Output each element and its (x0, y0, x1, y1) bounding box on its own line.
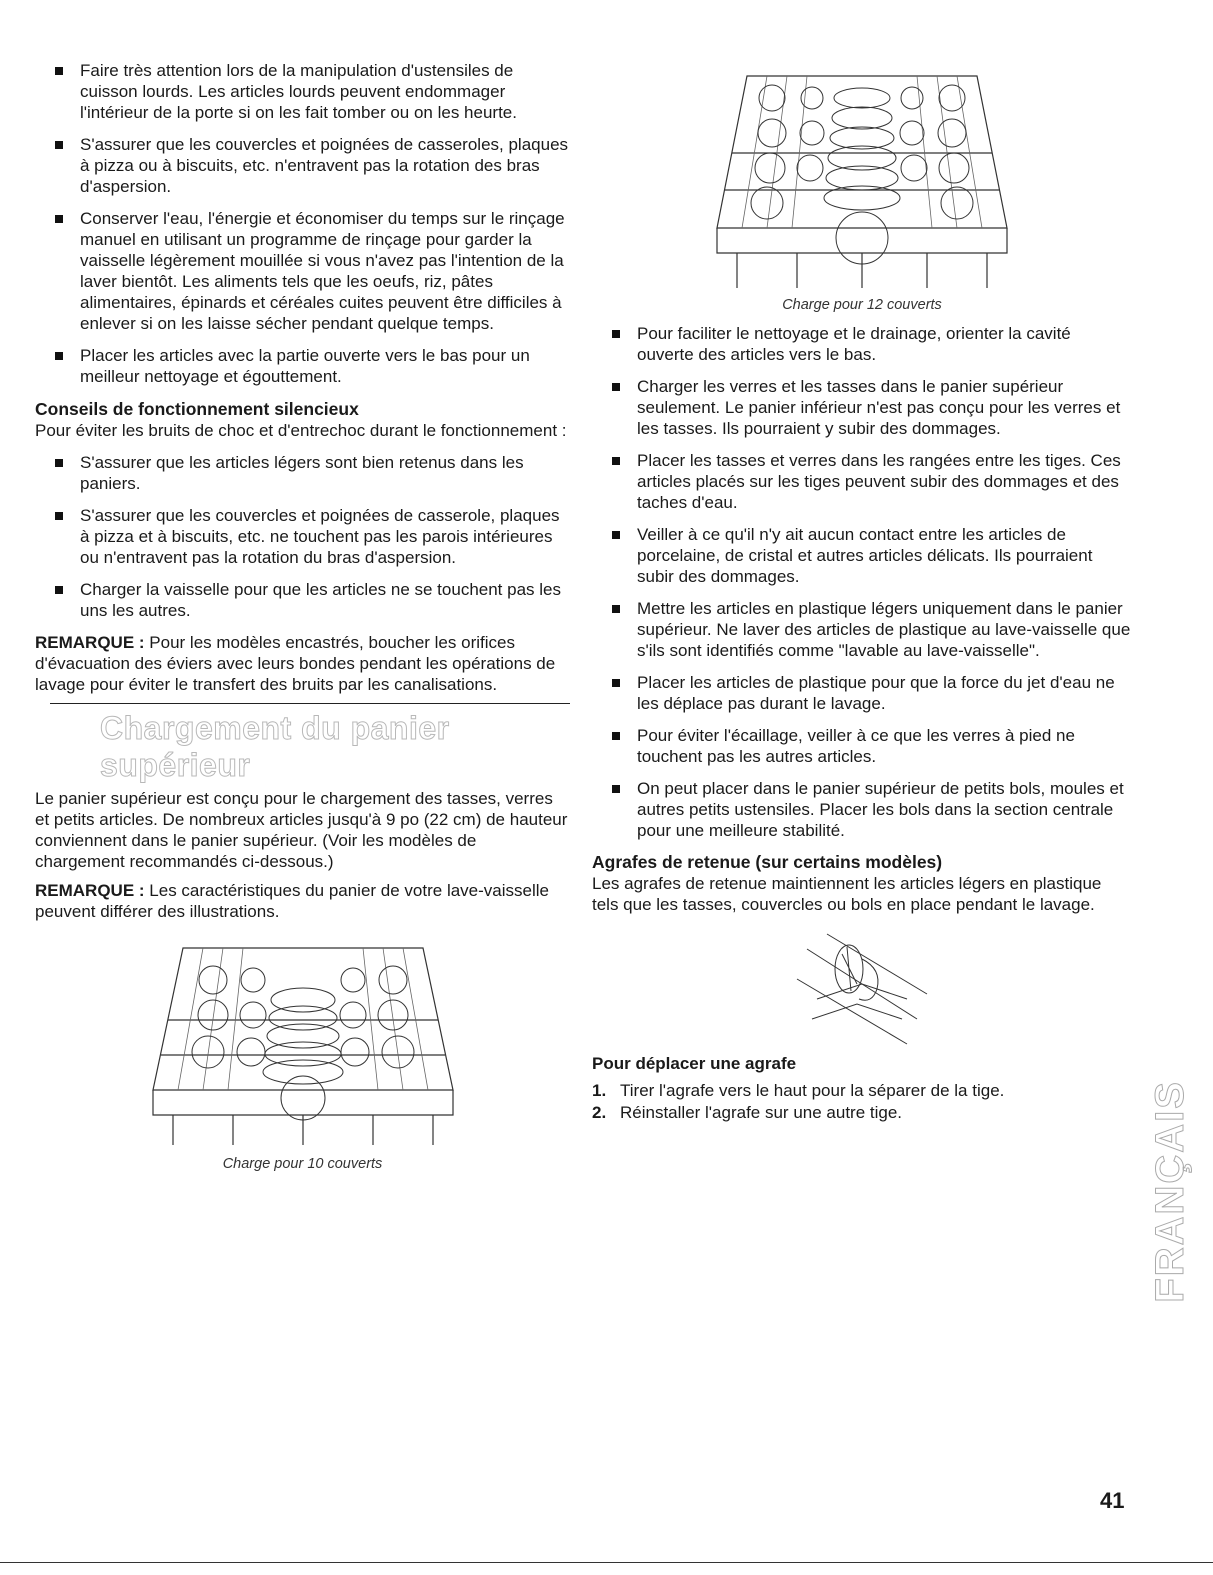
rack-illustration-10 (143, 940, 463, 1150)
bullet-icon (612, 605, 620, 613)
quiet-operation-intro: Pour éviter les bruits de choc et d'entrechoc durant le fonctionnement : (35, 421, 567, 440)
bullet-icon (55, 67, 63, 75)
bullet-icon (612, 732, 620, 740)
bullet-icon (55, 352, 63, 360)
figure-caption: Charge pour 12 couverts (782, 297, 942, 313)
move-clip-heading: Pour déplacer une agrafe (592, 1054, 797, 1073)
bullet-icon (55, 215, 63, 223)
note-label: REMARQUE : (35, 633, 145, 652)
rack-illustration-12 (712, 68, 1012, 293)
step-number: 2. (592, 1103, 607, 1122)
list-item: Placer les articles avec la partie ouverte vers le bas pour un meilleur nettoyage et égouttement. (35, 345, 570, 387)
bullet-list-loading (592, 323, 1132, 841)
section-divider (50, 703, 570, 704)
list-item: Charger les verres et les tasses dans le panier supérieur seulement. Le panier inférieur n'est pas conçu pour les verres et les tasses. Ils pourraient y subir des dommages. (592, 376, 1132, 439)
bullet-icon (612, 679, 620, 687)
quiet-operation-heading: Conseils de fonctionnement silencieux (35, 399, 359, 419)
list-item: Mettre les articles en plastique légers uniquement dans le panier supérieur. Ne laver des articles de plastique au lave-vaisselle que s'ils sont identifiés comme "lavable au lave-vaisselle". (592, 598, 1132, 661)
bullet-icon (612, 785, 620, 793)
right-column (592, 68, 1132, 1124)
rack-10-drawing (143, 940, 463, 1150)
bullet-list-quiet (35, 452, 570, 621)
rack-12-drawing (712, 68, 1012, 293)
section-title: Chargement du panier supérieur (100, 710, 450, 783)
list-item: Pour faciliter le nettoyage et le drainage, orienter la cavité ouverte des articles vers le bas. (592, 323, 1132, 365)
retaining-clips-heading: Agrafes de retenue (sur certains modèles) (592, 852, 943, 872)
list-item: Placer les articles de plastique pour que la force du jet d'eau ne les déplace pas durant le lavage. (592, 672, 1132, 714)
list-item: Conserver l'eau, l'énergie et économiser du temps sur le rinçage manuel en utilisant un programme de rinçage pour garder la vaisselle légèrement mouillée si vous n'avez pas l'intention de la laver bientôt. Les aliments tels que les oeufs, riz, pâtes alimentaires, épinards et céréales cuites peuvent être difficiles à enlever si on les laisse sécher pendant quelque temps. (35, 208, 570, 334)
list-item: 1. Tirer l'agrafe vers le haut pour la séparer de la tige. (592, 1081, 1005, 1100)
figure-caption: Charge pour 10 couverts (222, 1156, 383, 1172)
retaining-clips-text: Les agrafes de retenue maintiennent les articles légers en plastique tels que les tasses, couvercles ou bols en place pendant le lavage. (592, 874, 1102, 914)
bottom-rule (0, 1562, 1213, 1563)
list-item: S'assurer que les couvercles et poignées de casserole, plaques à pizza et à biscuits, etc. ne touchent pas les parois intérieures ou n'entravent pas la rotation du bras d'aspersion. (35, 505, 570, 568)
list-item: S'assurer que les articles légers sont bien retenus dans les paniers. (35, 452, 570, 494)
section-intro: Le panier supérieur est conçu pour le chargement des tasses, verres et petits articles. De nombreux articles jusqu'à 9 po (22 cm) de hauteur conviennent dans le panier supérieur. (Voir les modèles de chargement recommandés ci-dessous.) (35, 789, 568, 871)
clip-drawing (787, 929, 937, 1049)
bullet-icon (612, 457, 620, 465)
note-paragraph: REMARQUE : Les caractéristiques du panier de votre lave-vaisselle peuvent différer des illustrations. (35, 881, 549, 921)
left-column (35, 60, 570, 1172)
note-paragraph: REMARQUE : Pour les modèles encastrés, boucher les orifices d'évacuation des éviers avec leurs bondes pendant les opérations de lavage pour éviter le transfert des bruits par les canalisations. (35, 633, 556, 694)
step-number: 1. (592, 1081, 607, 1100)
list-item: Charger la vaisselle pour que les articles ne se touchent pas les uns les autres. (35, 579, 570, 621)
list-item: Faire très attention lors de la manipulation d'ustensiles de cuisson lourds. Les articles lourds peuvent endommager l'intérieur de la porte si on les fait tomber ou on les heurte. (35, 60, 570, 123)
list-item: Pour éviter l'écaillage, veiller à ce que les verres à pied ne touchent pas les autres articles. (592, 725, 1132, 767)
list-item: Placer les tasses et verres dans les rangées entre les tiges. Ces articles placés sur les tiges peuvent subir des dommages et des taches d'eau. (592, 450, 1132, 513)
bullet-icon (55, 141, 63, 149)
list-item: S'assurer que les couvercles et poignées de casseroles, plaques à pizza ou à biscuits, etc. n'entravent pas la rotation des bras d'aspersion. (35, 134, 570, 197)
bullet-icon (612, 383, 620, 391)
list-item: Veiller à ce qu'il n'y ait aucun contact entre les articles de porcelaine, de cristal et autres articles délicats. Ils pourraient subir des dommages. (592, 524, 1132, 587)
note-label: REMARQUE : (35, 881, 145, 900)
list-item: On peut placer dans le panier supérieur de petits bols, moules et autres petits ustensiles. Placer les bols dans la section centrale pour une meilleure stabilité. (592, 778, 1132, 841)
bullet-icon (612, 531, 620, 539)
move-clip-steps (592, 1080, 1132, 1124)
page-number: 41 (1100, 1488, 1125, 1513)
bullet-list-tips (35, 60, 570, 387)
bullet-icon (55, 586, 63, 594)
clip-illustration (787, 929, 937, 1049)
bullet-icon (612, 330, 620, 338)
bullet-icon (55, 512, 63, 520)
bullet-icon (55, 459, 63, 467)
list-item: 2. Réinstaller l'agrafe sur une autre tige. (592, 1103, 903, 1122)
language-tab: FRANÇAIS (1148, 1080, 1192, 1303)
